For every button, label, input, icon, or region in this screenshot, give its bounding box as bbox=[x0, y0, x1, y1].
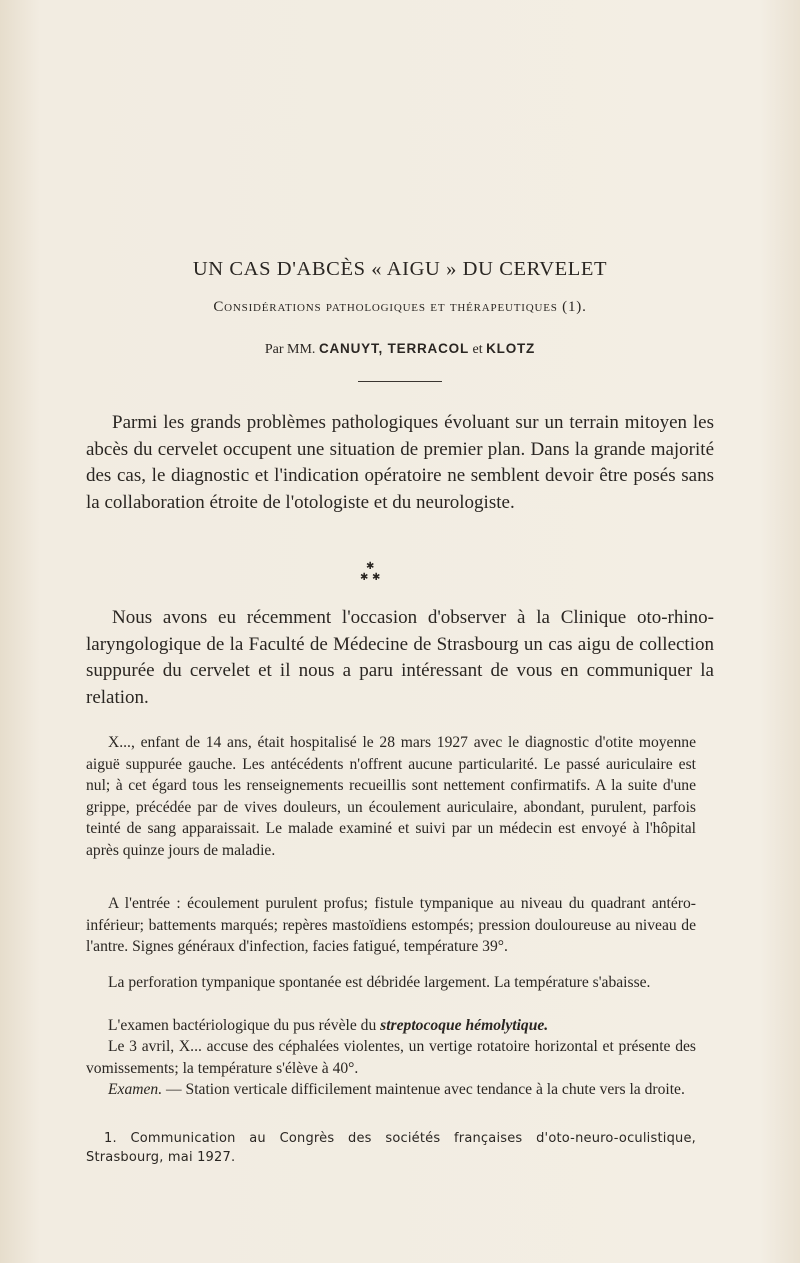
authors-prefix: Par MM. bbox=[264, 342, 316, 357]
authors-and: et bbox=[472, 342, 483, 357]
bacteriology-text: L'examen bactériologique du pus révèle du bbox=[108, 1017, 377, 1034]
bacteriology-paragraph bbox=[86, 1015, 696, 1037]
perforation-paragraph: La perforation tympanique spontanée est débridée largement. La température s'abaisse. bbox=[108, 974, 651, 991]
title-rule bbox=[358, 381, 442, 382]
examination-label: Examen. bbox=[108, 1081, 163, 1098]
context-paragraph: Nous avons eu récemment l'occasion d'observer à la Clinique oto-rhino-laryngologique de la Faculté de Médecine de Strasbourg un cas aigu de collection suppurée du cervelet et il nous a paru intéressant de vous en communiquer la relation. bbox=[86, 607, 714, 708]
article-title: UN CAS D'ABCÈS « AIGU » DU CERVELET bbox=[192, 258, 608, 280]
bacteriology-organism: streptocoque hémolytique. bbox=[380, 1017, 549, 1034]
intro-paragraph: Parmi les grands problèmes pathologiques évoluant sur un terrain mitoyen les abcès du cervelet occupent une situation de premier plan. Dans la grande majorité des cas, le diagnostic et l'indication opératoire ne semblent devoir être posés sans la collaboration étroite de l'otologiste et du neurologiste. bbox=[86, 412, 714, 513]
footnote: 1. Communication au Congrès des sociétés françaises d'oto-neuro-oculistique, Strasbourg, mai 1927. bbox=[86, 1131, 696, 1165]
examination-text: — Station verticale difficilement maintenue avec tendance à la chute vers la droite. bbox=[166, 1081, 685, 1098]
section-separator: ✱ ✱ ✱ bbox=[360, 561, 381, 583]
article-authors bbox=[0, 341, 800, 358]
article-subtitle: Considérations pathologiques et thérapeutiques (1). bbox=[213, 299, 587, 315]
authors-last: KLOTZ bbox=[486, 341, 536, 356]
authors-names: CANUYT, TERRACOL bbox=[318, 341, 469, 356]
case-history-paragraph: X..., enfant de 14 ans, était hospitalisé le 28 mars 1927 avec le diagnostic d'otite moyenne aiguë suppurée gauche. Les antécédents n'offrent aucune particularité. Le passé auriculaire est nul; à cet égard tous les renseignements recueillis sont nettement confirmatifs. A la suite d'une grippe, précédée par de vives douleurs, un écoulement auriculaire, abondant, purulent, parfois teinté de sang apparaissait. Le malade examiné et suivi par un médecin est envoyé à l'hôpital après quinze jours de maladie. bbox=[86, 734, 696, 859]
admission-paragraph: A l'entrée : écoulement purulent profus; fistule tympanique au niveau du quadrant antéro-inférieur; battements marqués; repères mastoïdiens estompés; pression douloureuse au niveau de l'antre. Signes généraux d'infection, facies fatigué, température 39°. bbox=[86, 895, 696, 956]
examination-paragraph bbox=[86, 1079, 696, 1101]
symptoms-paragraph: Le 3 avril, X... accuse des céphalées violentes, un vertige rotatoire horizontal et présente des vomissements; la température s'élève à 40°. bbox=[86, 1038, 696, 1077]
